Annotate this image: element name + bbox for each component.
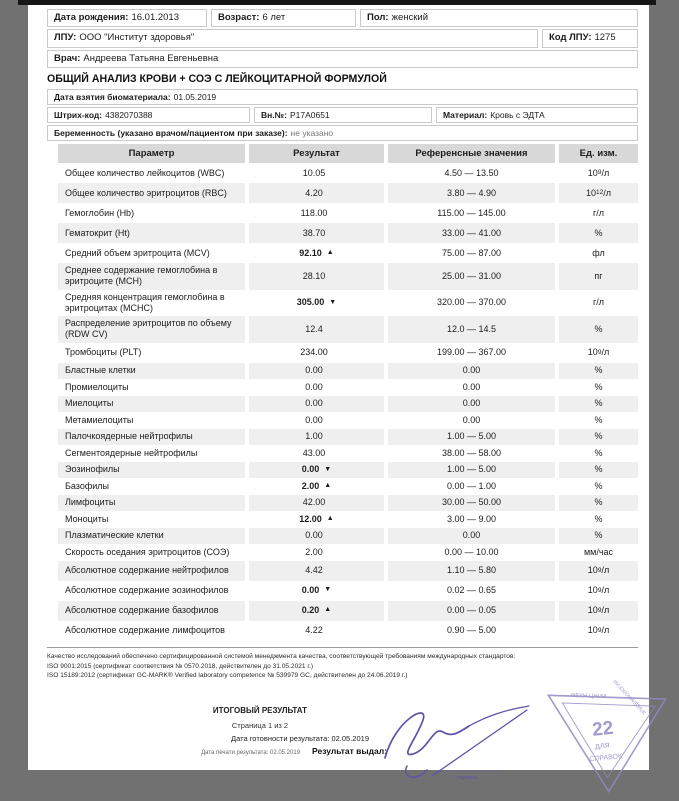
result-cell (249, 495, 384, 512)
param-cell: Абсолютное содержание лимфоцитов (58, 621, 245, 641)
param-cell: Моноциты (58, 511, 245, 528)
report-title: ОБЩИЙ АНАЛИЗ КРОВИ + СОЭ С ЛЕЙКОЦИТАРНОЙ ФОРМУЛОЙ (47, 73, 387, 86)
doctor-label: Врач: (54, 52, 81, 64)
table-row (58, 412, 638, 429)
report-footer (47, 678, 649, 791)
param-cell: Гематокрит (Ht) (58, 223, 245, 243)
high-flag-icon: ▲ (326, 248, 334, 256)
stamp-edge-text-right: ЭПИДЕМИОЛОГИИ (612, 678, 649, 717)
table-row (58, 263, 638, 290)
table-row (58, 445, 638, 462)
table-row (58, 621, 638, 641)
result-value: 0.00 (305, 381, 323, 392)
collection-date-field (47, 89, 638, 105)
sex-value: женский (391, 12, 428, 23)
table-row (58, 601, 638, 621)
result-ready-date: Дата готовности результата: 02.05.2019 (231, 734, 369, 744)
unit-cell: % (559, 396, 638, 413)
unit-cell: 10 9 /л (559, 601, 638, 621)
col-header-reference: Референсные значения (388, 144, 555, 163)
reference-stamp-icon (545, 671, 677, 801)
param-cell: Миелоциты (58, 396, 245, 413)
ref-cell: 12.0 — 14.5 (388, 316, 555, 343)
result-cell (249, 478, 384, 495)
unit-cell: % (559, 445, 638, 462)
result-cell (249, 316, 384, 343)
ref-cell: 75.00 — 87.00 (388, 243, 555, 263)
param-cell: Плазматические клетки (58, 528, 245, 545)
param-cell: Базофилы (58, 478, 245, 495)
iso-line-2: ISO 15189:2012 (сертификат GC-MARK® Verified laboratory competence № 539979 GC, действителен до 24.06.2019 г.) (47, 672, 408, 680)
param-cell: Промиелоциты (58, 379, 245, 396)
result-cell (249, 343, 384, 363)
param-cell: Палочкоядерные нейтрофилы (58, 429, 245, 446)
table-row (58, 429, 638, 446)
result-cell (249, 290, 384, 317)
age-value: 6 лет (262, 12, 286, 23)
ref-cell: 3.80 — 4.90 (388, 183, 555, 203)
table-row (58, 203, 638, 223)
result-value: 4.42 (305, 565, 323, 576)
unit-cell: фл (559, 243, 638, 263)
results-table-body (58, 163, 638, 641)
collection-date-row (47, 89, 638, 105)
collection-date-label: Дата взятия биоматериала: (54, 91, 171, 102)
param-cell: Метамиелоциты (58, 412, 245, 429)
table-row (58, 183, 638, 203)
stamp-caption-1: для (594, 739, 610, 752)
ref-cell: 320.00 — 370.00 (388, 290, 555, 317)
issued-by-label: Результат выдал: (312, 746, 387, 757)
result-value: 234.00 (300, 347, 328, 358)
barcode-label: Штрих-код: (54, 109, 103, 120)
table-row (58, 223, 638, 243)
result-cell (249, 379, 384, 396)
results-table-header (58, 144, 638, 163)
result-cell (249, 528, 384, 545)
high-flag-icon: ▲ (324, 482, 332, 490)
birth-date-value: 16.01.2013 (131, 12, 179, 23)
result-cell (249, 511, 384, 528)
collection-date-value: 01.05.2019 (173, 91, 217, 102)
scan-top-edge (18, 0, 656, 5)
clinic-info-row (47, 29, 638, 47)
stamp-caption-2: СПРАВОК (589, 753, 623, 764)
result-value: 305.00 (296, 297, 325, 308)
result-value: 0.00 (305, 530, 323, 541)
result-cell (249, 601, 384, 621)
result-cell (249, 429, 384, 446)
result-cell (249, 544, 384, 561)
unit-cell: % (559, 511, 638, 528)
param-cell: Сегментоядерные нейтрофилы (58, 445, 245, 462)
unit-cell: % (559, 495, 638, 512)
unit-cell: 10 9 /л (559, 343, 638, 363)
pregnancy-field (47, 125, 638, 141)
result-value: 2.00 (305, 546, 323, 557)
result-cell (249, 561, 384, 581)
ref-cell: 1.10 — 5.80 (388, 561, 555, 581)
low-flag-icon: ▼ (324, 586, 332, 594)
result-value: 28.10 (302, 270, 326, 281)
unit-cell: % (559, 462, 638, 479)
ref-cell: 33.00 — 41.00 (388, 223, 555, 243)
table-row (58, 528, 638, 545)
result-value: 12.4 (305, 323, 323, 334)
result-value: 1.00 (305, 431, 323, 442)
table-row (58, 163, 638, 183)
param-cell: Тромбоциты (PLT) (58, 343, 245, 363)
unit-cell: г/л (559, 203, 638, 223)
ref-cell: 0.00 (388, 412, 555, 429)
unit-cell: 10 9 /л (559, 581, 638, 601)
param-cell: Общее количество лейкоцитов (WBC) (58, 163, 245, 183)
table-row (58, 544, 638, 561)
unit-cell: г/л (559, 290, 638, 317)
table-row (58, 396, 638, 413)
unit-cell: пг (559, 263, 638, 290)
ref-cell: 30.00 — 50.00 (388, 495, 555, 512)
ref-cell: 0.00 (388, 363, 555, 380)
ref-cell: 0.00 (388, 528, 555, 545)
table-row (58, 561, 638, 581)
unit-cell: % (559, 316, 638, 343)
result-cell (249, 363, 384, 380)
param-cell: Скорость оседания эритроцитов (СОЭ) (58, 544, 245, 561)
result-value: 0.00 (301, 585, 320, 596)
result-value: 43.00 (302, 447, 326, 458)
result-cell (249, 263, 384, 290)
ref-cell: 0.00 — 1.00 (388, 478, 555, 495)
table-row (58, 243, 638, 263)
material-value: Кровь с ЭДТА (490, 109, 545, 120)
footer-divider (47, 647, 638, 648)
ref-cell: 1.00 — 5.00 (388, 429, 555, 446)
unit-cell: % (559, 412, 638, 429)
lab-report-page (28, 0, 649, 782)
ref-cell: 0.00 — 10.00 (388, 544, 555, 561)
result-value: 0.20 (301, 605, 320, 616)
result-value: 0.00 (301, 464, 320, 475)
param-cell: Абсолютное содержание эозинофилов (58, 581, 245, 601)
unit-cell: 10 9 /л (559, 561, 638, 581)
internal-number-label: Вн.№: (261, 109, 287, 120)
lpu-code-field (542, 29, 638, 47)
low-flag-icon: ▼ (324, 465, 332, 473)
pregnancy-label: Беременность (указано врачом/пациентом при заказе): (54, 127, 288, 138)
result-value: 12.00 (299, 513, 322, 524)
table-row (58, 316, 638, 343)
doctor-info-row (47, 50, 638, 68)
low-flag-icon: ▼ (329, 298, 337, 306)
result-value: 10.05 (302, 167, 326, 178)
ref-cell: 0.00 — 0.05 (388, 601, 555, 621)
doctor-field (47, 50, 638, 68)
result-cell (249, 621, 384, 641)
result-cell (249, 462, 384, 479)
ref-cell: 25.00 — 31.00 (388, 263, 555, 290)
result-cell (249, 412, 384, 429)
pregnancy-row (47, 125, 638, 141)
signature-caption: подпись (457, 775, 478, 782)
result-value: 4.22 (305, 625, 323, 636)
signature-icon (377, 700, 552, 790)
table-row (58, 290, 638, 317)
ref-cell: 38.00 — 58.00 (388, 445, 555, 462)
table-row (58, 478, 638, 495)
ref-cell: 199.00 — 367.00 (388, 343, 555, 363)
table-row (58, 363, 638, 380)
param-cell: Эозинофилы (58, 462, 245, 479)
print-date-row (47, 746, 387, 756)
final-result-label: ИТОГОВЫЙ РЕЗУЛЬТАТ (212, 706, 308, 716)
param-cell: Средняя концентрация гемоглобина в эритроцитах (MCHC) (58, 290, 245, 317)
unit-cell: % (559, 379, 638, 396)
lpu-value: ООО "Институт здоровья" (79, 32, 195, 44)
result-value: 0.00 (305, 365, 323, 376)
param-cell: Среднее содержание гемоглобина в эритроците (MCH) (58, 263, 245, 290)
param-cell: Абсолютное содержание базофилов (58, 601, 245, 621)
barcode-value: 4382070388 (105, 109, 153, 120)
result-value: 118.00 (300, 207, 328, 218)
param-cell: Гемоглобин (Hb) (58, 203, 245, 223)
param-cell: Лимфоциты (58, 495, 245, 512)
stamp-edge-text-top: ФБУН ЦНИИ (570, 693, 607, 701)
sex-field (360, 9, 638, 27)
age-field (211, 9, 356, 27)
high-flag-icon: ▲ (326, 515, 334, 523)
lpu-field (47, 29, 538, 47)
table-row (58, 462, 638, 479)
doctor-value: Андреева Татьяна Евгеньевна (83, 52, 219, 64)
result-cell (249, 445, 384, 462)
page-number: Страница 1 из 2 (231, 721, 289, 731)
result-print-date: Дата печати результата: 02.05.2019 (201, 750, 301, 757)
ref-cell: 0.00 (388, 379, 555, 396)
param-cell: Бластные клетки (58, 363, 245, 380)
param-cell: Распределение эритроцитов по объему (RDW CV) (58, 316, 245, 343)
internal-number-value: P17A0651 (289, 109, 330, 120)
col-header-result: Результат (249, 144, 384, 163)
table-row (58, 511, 638, 528)
material-field (436, 107, 638, 123)
stamp-number: 22 (591, 718, 615, 742)
table-row (58, 343, 638, 363)
ref-cell: 0.02 — 0.65 (388, 581, 555, 601)
result-value: 4.20 (305, 187, 323, 198)
result-cell (249, 243, 384, 263)
result-value: 2.00 (301, 480, 320, 491)
report-content (28, 0, 649, 791)
param-cell: Общее количество эритроцитов (RBC) (58, 183, 245, 203)
unit-cell: 10 9 /л (559, 621, 638, 641)
birth-date-label: Дата рождения: (54, 12, 129, 23)
result-cell (249, 223, 384, 243)
param-cell: Средний объем эритроцита (MCV) (58, 243, 245, 263)
lpu-code-value: 1275 (594, 32, 616, 44)
result-cell (249, 203, 384, 223)
ref-cell: 4.50 — 13.50 (388, 163, 555, 183)
result-value: 38.70 (302, 227, 326, 238)
material-label: Материал: (443, 109, 488, 120)
unit-cell: % (559, 363, 638, 380)
iso-line-1: ISO 9001:2015 (сертификат соответствия № 0570.2018, действителен до 31.05.2021 г.) (47, 662, 314, 670)
result-cell (249, 183, 384, 203)
unit-cell: % (559, 478, 638, 495)
birth-date-field (47, 9, 207, 27)
quality-line: Качество исследований обеспечено сертифицированной системой менеджмента качества, соответствующей требованиям международных стандартов: (47, 652, 516, 660)
col-header-parameter: Параметр (58, 144, 245, 163)
unit-cell: 10 12 /л (559, 183, 638, 203)
age-label: Возраст: (218, 12, 260, 23)
param-cell: Абсолютное содержание нейтрофилов (58, 561, 245, 581)
result-value: 0.00 (305, 398, 323, 409)
result-value: 42.00 (302, 497, 326, 508)
patient-info-row (47, 9, 638, 27)
unit-cell: 10 9 /л (559, 163, 638, 183)
unit-cell: % (559, 223, 638, 243)
result-cell (249, 581, 384, 601)
unit-cell: % (559, 429, 638, 446)
sample-info-row (47, 107, 638, 123)
lpu-label: ЛПУ: (54, 32, 77, 44)
results-table (58, 144, 638, 641)
lpu-code-label: Код ЛПУ: (549, 32, 592, 44)
result-value: 92.10 (299, 247, 322, 258)
table-row (58, 495, 638, 512)
table-row (58, 379, 638, 396)
unit-cell: мм/час (559, 544, 638, 561)
ref-cell: 1.00 — 5.00 (388, 462, 555, 479)
result-cell (249, 163, 384, 183)
result-cell (249, 396, 384, 413)
internal-number-field (254, 107, 432, 123)
ref-cell: 115.00 — 145.00 (388, 203, 555, 223)
high-flag-icon: ▲ (324, 606, 332, 614)
pregnancy-value: не указано (290, 127, 334, 138)
result-value: 0.00 (305, 414, 323, 425)
unit-cell: % (559, 528, 638, 545)
barcode-field (47, 107, 250, 123)
ref-cell: 3.00 — 9.00 (388, 511, 555, 528)
ref-cell: 0.90 — 5.00 (388, 621, 555, 641)
col-header-units: Ед. изм. (559, 144, 638, 163)
ref-cell: 0.00 (388, 396, 555, 413)
table-row (58, 581, 638, 601)
sex-label: Пол: (367, 12, 389, 23)
